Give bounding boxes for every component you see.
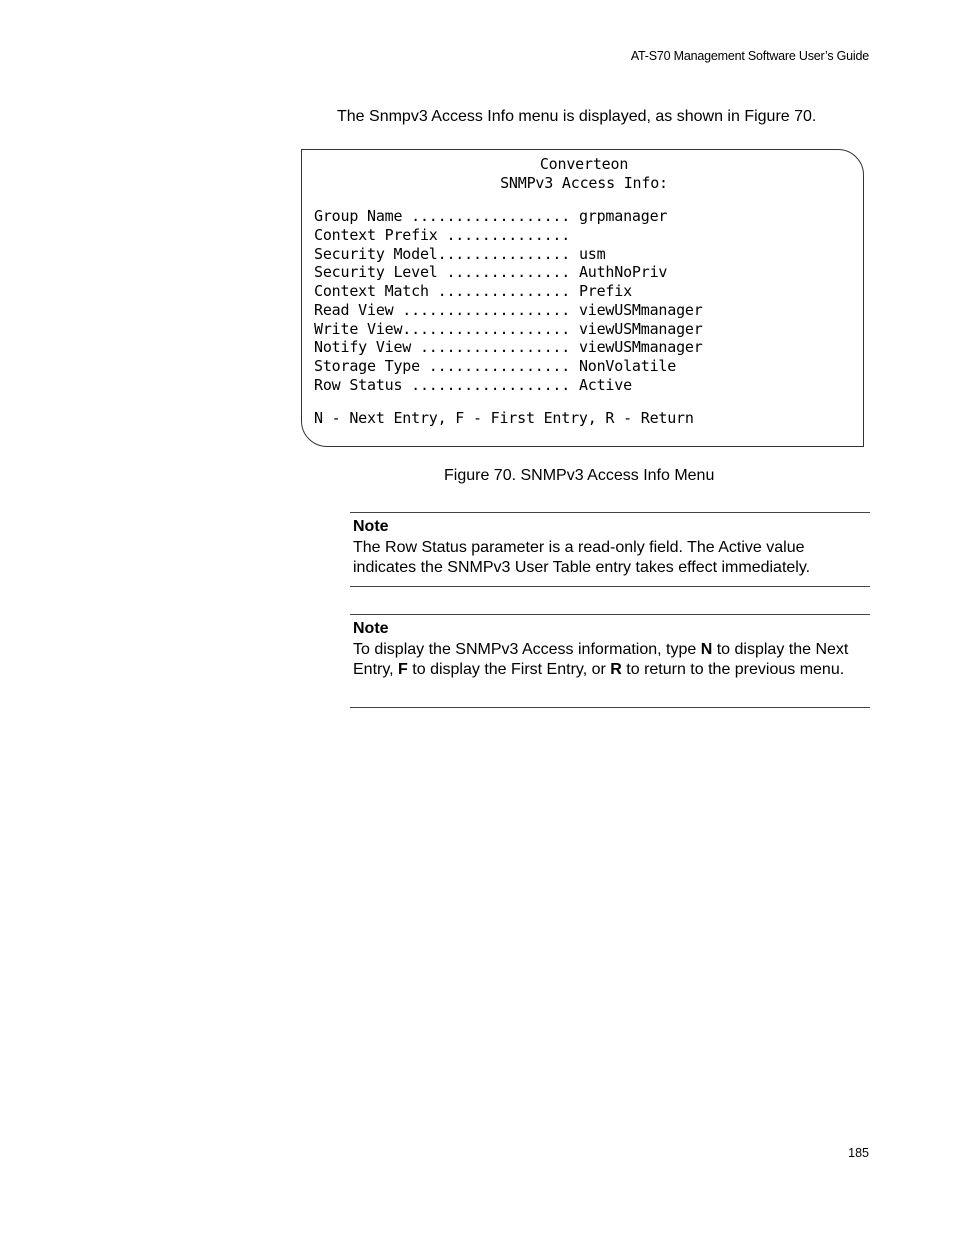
figure-caption: Figure 70. SNMPv3 Access Info Menu [444,467,715,484]
field-security-level [314,263,854,282]
field-value: NonVolatile [578,356,677,375]
field-label: Context Prefix .............. [314,226,571,245]
field-value: viewUSMmanager [578,300,703,319]
screen-spacer [314,192,854,207]
field-context-prefix [314,226,854,245]
note-text-part: to display the First Entry, or [407,661,611,678]
page-number: 185 [848,1146,869,1160]
field-security-model [314,245,854,264]
field-read-view [314,301,854,320]
field-value: viewUSMmanager [578,338,703,357]
terminal-screen-content [314,155,854,428]
screen-spacer [314,394,854,409]
field-label: Read View ................... [314,300,571,319]
terminal-screen-figure [301,149,864,447]
screen-command-footer: N - Next Entry, F - First Entry, R - Return [314,409,694,428]
field-value: Prefix [578,282,632,301]
field-label: Group Name .................. [314,207,571,226]
field-value: AuthNoPriv [578,263,668,282]
field-value: usm [578,244,606,263]
key-f: F [398,661,408,678]
field-label: Storage Type ................ [314,356,571,375]
field-storage-type [314,357,854,376]
intro-paragraph: The Snmpv3 Access Info menu is displayed, as shown in Figure 70. [337,108,817,125]
field-label: Context Match ............... [314,282,571,301]
field-label: Notify View ................. [314,338,571,357]
field-value: Active [578,375,632,394]
note-text-part: to display the Next Entry, [353,640,849,678]
field-value: viewUSMmanager [578,319,703,338]
note-title: Note [353,620,389,637]
note-navigation [350,614,870,708]
note-text: The Row Status parameter is a read-only field. The Active value indicates the SNMPv3 User Table entry takes effect immediately. [353,538,811,576]
note-text-part: To display the SNMPv3 Access information, type [353,640,701,658]
field-row-status [314,376,854,395]
running-header: AT-S70 Management Software User’s Guide [630,49,869,63]
field-value: grpmanager [578,207,668,226]
field-notify-view [314,338,854,357]
note-title: Note [353,518,389,535]
key-r: R [610,661,622,678]
screen-title-line-2: SNMPv3 Access Info: [500,173,668,192]
field-write-view [314,320,854,339]
screen-title-line-1: Converteon [539,155,629,173]
note-text [353,640,866,681]
field-group-name [314,207,854,226]
field-label: Security Level .............. [314,263,571,282]
note-text-part: to return to the previous menu. [621,661,845,678]
key-n: N [700,640,713,658]
field-label: Write View................... [314,319,571,338]
field-label: Row Status .................. [314,375,571,394]
note-row-status [350,512,870,587]
field-label: Security Model............... [314,244,571,263]
field-context-match [314,282,854,301]
